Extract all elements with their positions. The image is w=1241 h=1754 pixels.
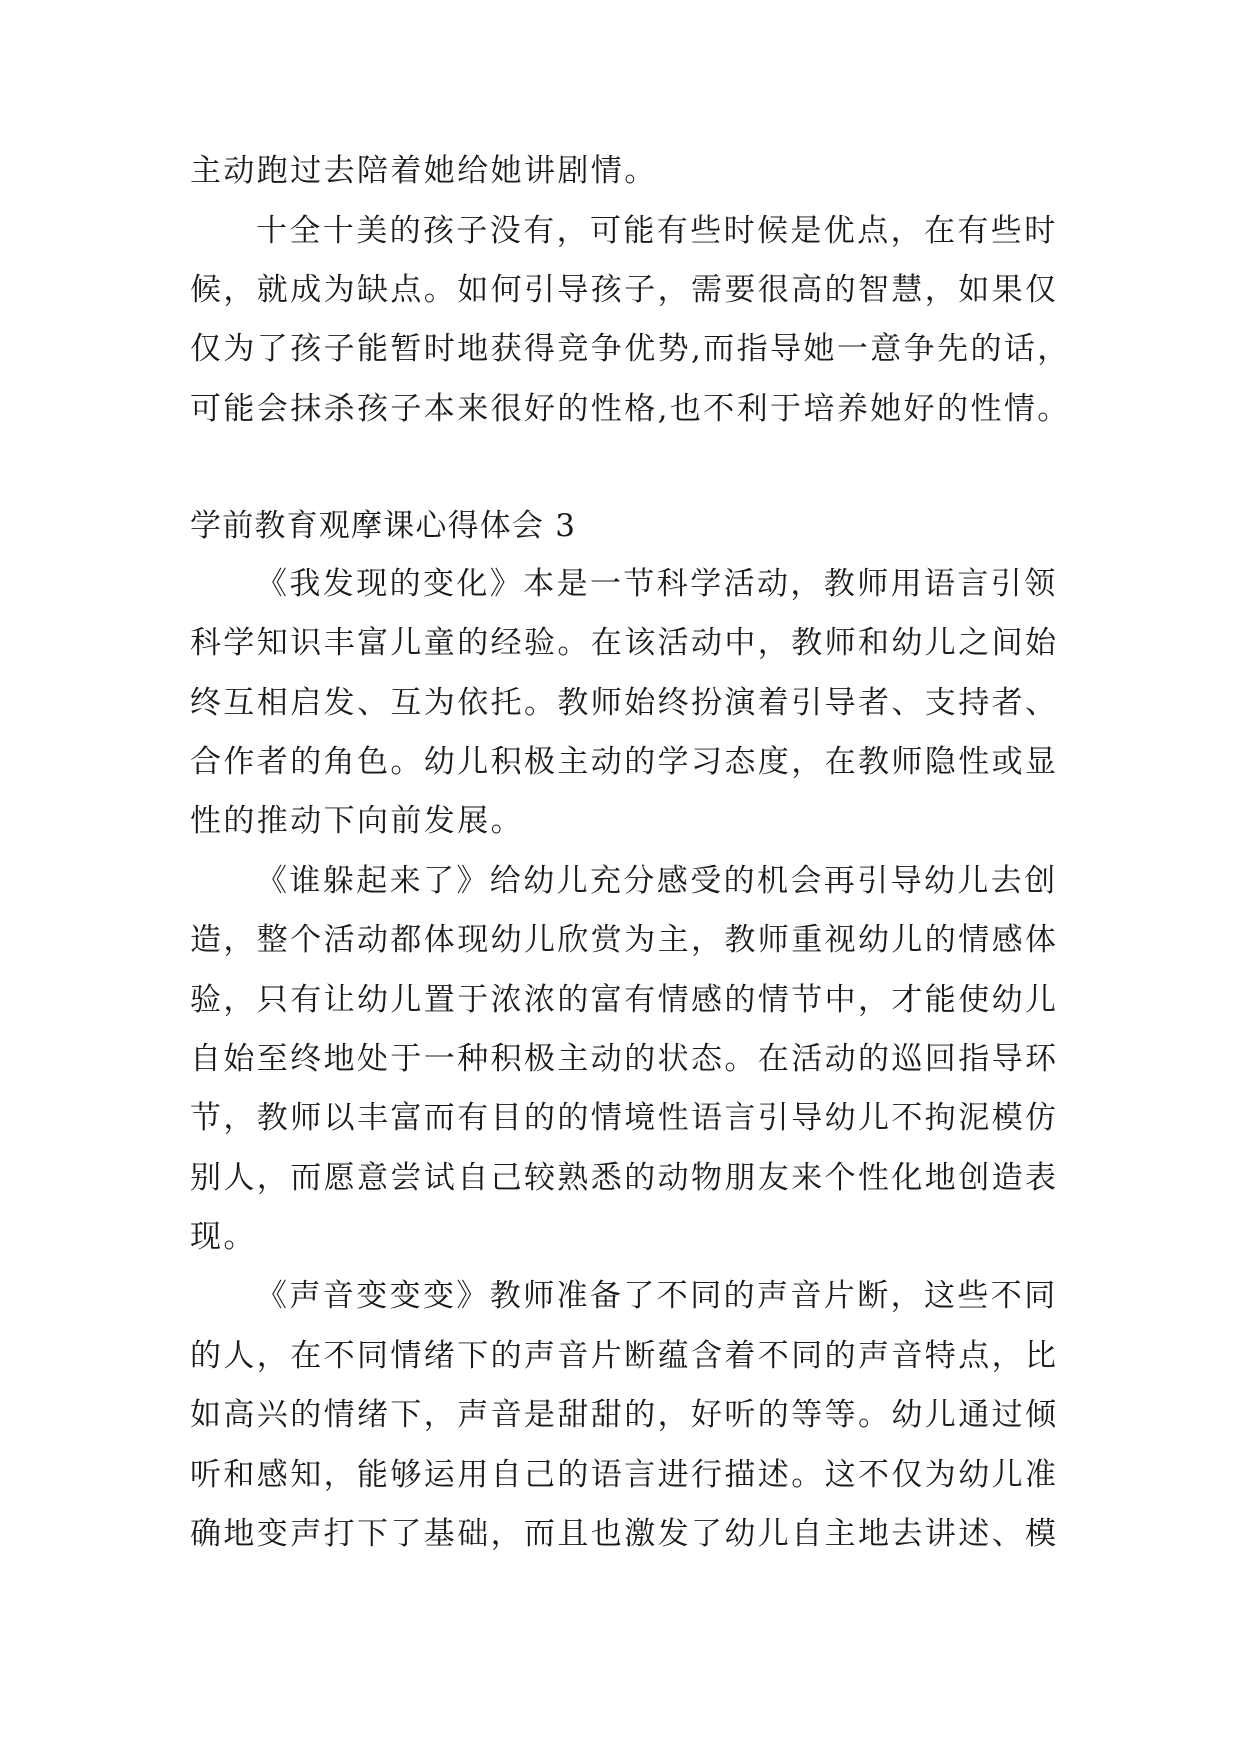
paragraph-first-line: 《声音变变变》教师准备了不同的声音片断，这些不同 — [256, 1278, 1058, 1314]
paragraph-first-line: 十全十美的孩子没有，可能有些时候是优点，在有些时 — [256, 213, 1058, 249]
text-line: 如高兴的情绪下，声音是甜甜的，好听的等等。幼儿通过倾 — [190, 1397, 1059, 1433]
section-heading: 学前教育观摩课心得体会 3 — [190, 508, 577, 544]
text-line: 造，整个活动都体现幼儿欣赏为主，教师重视幼儿的情感体 — [190, 922, 1059, 958]
text-line: 性的推动下向前发展。 — [190, 803, 524, 839]
paragraph-first-line: 《我发现的变化》本是一节科学活动，教师用语言引领 — [256, 566, 1058, 602]
text-line: 仅为了孩子能暂时地获得竞争优势,而指导她一意争先的话， — [190, 331, 1071, 367]
text-line: 候，就成为缺点。如何引导孩子，需要很高的智慧，如果仅 — [190, 272, 1059, 308]
text-line: 确地变声打下了基础，而且也激发了幼儿自主地去讲述、模 — [190, 1516, 1059, 1552]
paragraph-first-line: 《谁躲起来了》给幼儿充分感受的机会再引导幼儿去创 — [256, 863, 1058, 899]
text-line: 主动跑过去陪着她给她讲剧情。 — [190, 153, 658, 189]
text-line: 合作者的角色。幼儿积极主动的学习态度，在教师隐性或显 — [190, 744, 1059, 780]
text-line: 的人，在不同情绪下的声音片断蕴含着不同的声音特点，比 — [190, 1338, 1059, 1374]
text-line: 听和感知，能够运用自己的语言进行描述。这不仅为幼儿准 — [190, 1457, 1059, 1493]
text-line: 终互相启发、互为依托。教师始终扮演着引导者、支持者、 — [190, 685, 1059, 721]
text-line: 可能会抹杀孩子本来很好的性格,也不利于培养她好的性情。 — [190, 391, 1071, 427]
text-line: 现。 — [190, 1219, 257, 1255]
text-line: 自始至终地处于一种积极主动的状态。在活动的巡回指导环 — [190, 1041, 1059, 1077]
text-line: 别人，而愿意尝试自己较熟悉的动物朋友来个性化地创造表 — [190, 1160, 1059, 1196]
text-line: 验，只有让幼儿置于浓浓的富有情感的情节中，才能使幼儿 — [190, 982, 1059, 1018]
text-line: 节，教师以丰富而有目的的情境性语言引导幼儿不拘泥模仿 — [190, 1100, 1059, 1136]
text-line: 科学知识丰富儿童的经验。在该活动中，教师和幼儿之间始 — [190, 625, 1059, 661]
